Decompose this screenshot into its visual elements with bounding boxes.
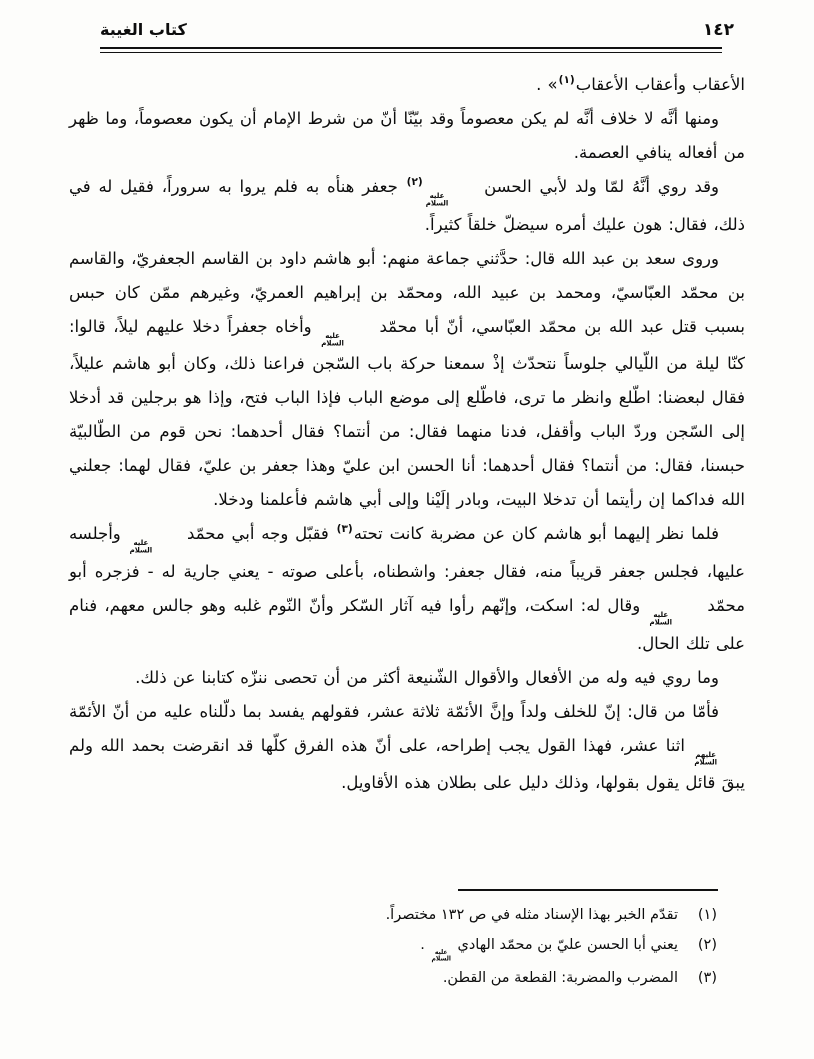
paragraph: وروى سعد بن عبد الله قال: حدَّثني جماعة منهم: أبو هاشم داود بن القاسم الجعفريّ، والقاسم بن محمّد العبّاسيّ، ومحمد بن عبيد الله، ومحمّد بن إبراهيم العمريّ، وغيرهم ممّن كان حبس بسبب قتل عبد الله بن محمّد العبّاسي، أنّ أبا محمّد عليه السلام وأخاه جعفراً دخلا عليهم ليلاً، قالوا: كنّا ليلة من اللّيالي جلوساً نتحدّث إذْ سمعنا حركة باب السّجن فراعنا ذلك، وكان أبو هاشم عليلاً، فقال لبعضنا: اطّلع وانظر ما ترى، فاطّلع إلى موضع الباب فإذا الباب فتح، وإذا هو برجلين قد أدخلا إلى السّجن وردّ الباب وأقفل، فدنا منهما فقال: من أنتما؟ فقال أحدهما: نحن قوم من الطّالبيّة حبسنا، فقال: من أنتما؟ فقال أحدهما: أنا الحسن ابن عليّ وهذا جعفر بن عليّ، فقال لهما: جعلني الله فداكما إن رأيتما أن تدخلا البيت، وبادر إلَيْنا وإلى أبي هاشم فأعلمنا ودخلا. [69, 248, 745, 510]
footnote-list [69, 900, 745, 993]
paragraph: ومنها أنَّه لا خلاف أنَّه لم يكن معصوماً وقد بيّنّا أنّ من شرط الإمام أن يكون معصوماً، وما ظهر من أفعاله ينافي العصمة. [69, 109, 745, 162]
header-title: كتاب الغيبة [100, 20, 187, 39]
footnote-number: (٢) [697, 937, 717, 953]
footnote-number: (١) [697, 907, 717, 923]
honorific-seal-icon: عليه السلام [425, 191, 449, 208]
footnote-marker: (١) [558, 74, 575, 86]
paragraph: فأمّا من قال: إنّ للخلف ولداً وإنَّ الأئمّة ثلاثة عشر، فقولهم يفسد بما دلّلناه عليه من أنّ الأئمّة عليهم السلام اثنا عشر، فهذا القول يجب إطراحه، على أنّ هذه الفرق كلّها قد انقرضت بحمد الله ولم يبقَ قائل يقول بقولها، وذلك دليل على بطلان هذه الأقاويل. [69, 701, 745, 793]
footnotes-section [69, 889, 745, 993]
footnote-divider [458, 889, 718, 891]
paragraph: فلما نظر إليهما أبو هاشم كان عن مضربة كانت تحته$^{(٣)}$ فقبّل وجه أبي محمّد عليه السلام وأجلسه عليها، فجلس جعفر قريباً منه، فقال جعفر: واشطناه، بأعلى صوته - يعني جارية له - فزجره أبو محمّد عليه السلام وقال له: اسكت، وإنّهم رأوا فيه آثار السّكر وأنّ النّوم غلبه وهو جالس معهم، فنام على تلك الحال. [69, 523, 746, 653]
footnote-number: (٣) [697, 969, 717, 986]
page-number: ١٤٢ [702, 20, 734, 40]
honorific-seal-icon: عليه السلام [321, 331, 344, 348]
footnote-marker: (٢) [406, 176, 423, 188]
page-header [0, 0, 814, 53]
header-row [100, 20, 734, 40]
footnote-marker: (٣) [336, 523, 353, 536]
body-text [0, 53, 814, 800]
honorific-seal-icon: عليه السلام [129, 538, 153, 556]
footnote-item [69, 930, 745, 963]
footnote-item [69, 963, 745, 993]
honorific-seal-icon: عليهم السلام [694, 750, 717, 767]
paragraph: وقد روي أنَّهُ لمّا ولد لأبي الحسن عليه السلام $^{(٢)}$ جعفر هنأه به فلم يروا به سروراً، فقيل له في ذلك، فقال: هون عليك أمره سيضلّ خلقاً كثيراً. [69, 176, 745, 234]
footnote-text: يعني أبا الحسن عليّ بن محمّد الهادي عليه السلام . [420, 937, 678, 963]
paragraph: وما روي فيه وله من الأفعال والأقوال الشّنيعة أكثر من أن تحصى ننزّه كتابنا عن ذلك. [135, 667, 719, 687]
paragraph: الأعقاب وأعقاب الأعقاب$^{(١)}$» . [536, 74, 745, 94]
honorific-seal-icon: عليه السلام [431, 948, 451, 963]
footnote-text: تقدّم الخبر بهذا الإسناد مثله في ص ١٣٢ مختصراً. [385, 907, 678, 923]
footnote-item [69, 900, 745, 930]
footnote-text: المضرب والمضربة: القطعة من القطن. [442, 969, 678, 986]
honorific-seal-icon: عليه السلام [649, 610, 673, 627]
